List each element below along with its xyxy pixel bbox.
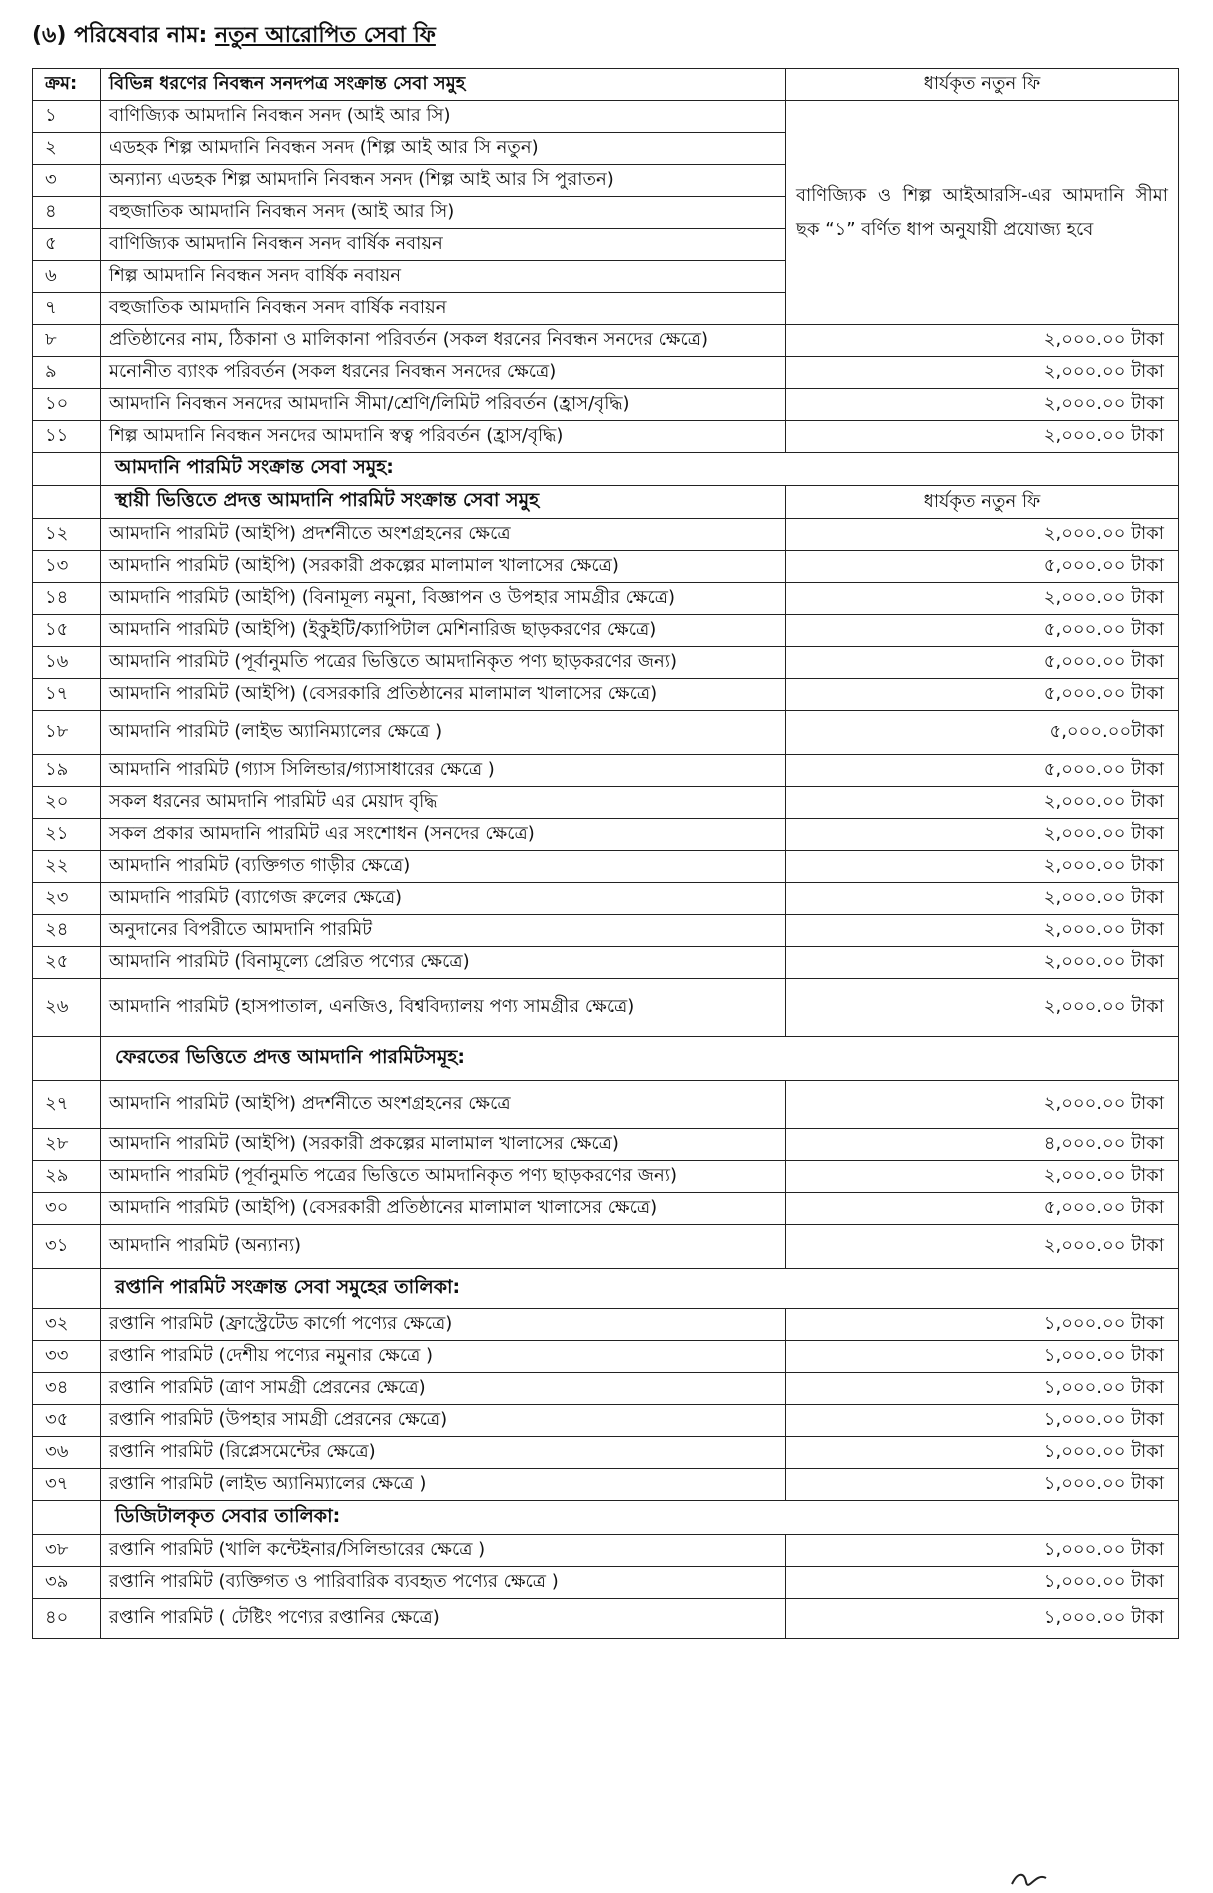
row-service: আমদানি নিবন্ধন সনদের আমদানি সীমা/শ্রেণি/লিমিট পরিবর্তন (হ্রাস/বৃদ্ধি)	[101, 389, 786, 421]
row-serial: ২৩	[33, 883, 101, 915]
table-row	[33, 851, 1179, 883]
row-serial: ২২	[33, 851, 101, 883]
row-service: রপ্তানি পারমিট (ব্যক্তিগত ও পারিবারিক ব্যবহৃত পণ্যের ক্ষেত্রে )	[101, 1567, 786, 1599]
row-serial: ১৭	[33, 679, 101, 711]
subsection-permanent: স্থায়ী ভিত্তিতে প্রদত্ত আমদানি পারমিট সংক্রান্ত সেবা সমুহ	[101, 486, 786, 519]
row-service: রপ্তানি পারমিট (ফ্রাস্ট্রেটেড কার্গো পণ্যের ক্ষেত্রে)	[101, 1309, 786, 1341]
row-fee: ১,০০০.০০ টাকা	[786, 1535, 1179, 1567]
table-row	[33, 389, 1179, 421]
table-row	[33, 583, 1179, 615]
row-service: আমদানি পারমিট (লাইভ অ্যানিম্যালের ক্ষেত্রে )	[101, 711, 786, 755]
row-fee: ২,০০০.০০ টাকা	[786, 357, 1179, 389]
table-row	[33, 357, 1179, 389]
table-header-row	[33, 69, 1179, 101]
row-fee: ৫,০০০.০০ টাকা	[786, 647, 1179, 679]
row-service: অনুদানের বিপরীতে আমদানি পারমিট	[101, 915, 786, 947]
row-service: আমদানি পারমিট (গ্যাস সিলিন্ডার/গ্যাসাধারের ক্ষেত্রে )	[101, 755, 786, 787]
table-row	[33, 711, 1179, 755]
row-serial: ৬	[33, 261, 101, 293]
row-service: সকল প্রকার আমদানি পারমিট এর সংশোধন (সনদের ক্ষেত্রে)	[101, 819, 786, 851]
section-import-permit: আমদানি পারমিট সংক্রান্ত সেবা সমুহ:	[101, 453, 1179, 486]
row-fee: ২,০০০.০০ টাকা	[786, 1161, 1179, 1193]
row-serial: ১৮	[33, 711, 101, 755]
section-return: ফেরতের ভিত্তিতে প্রদত্ত আমদানি পারমিটসমূহ:	[101, 1037, 1179, 1081]
table-row	[33, 101, 1179, 133]
table-row	[33, 787, 1179, 819]
section-serial-cell	[33, 1269, 101, 1309]
section-export: রপ্তানি পারমিট সংক্রান্ত সেবা সমুহের তালিকা:	[101, 1269, 1179, 1309]
table-row	[33, 421, 1179, 453]
row-service: আমদানি পারমিট (আইপি) (ইকুইটি/ক্যাপিটাল মেশিনারিজ ছাড়করণের ক্ষেত্রে)	[101, 615, 786, 647]
section-serial-cell	[33, 486, 101, 519]
row-service: আমদানি পারমিট (বিনামূল্যে প্রেরিত পণ্যের ক্ষেত্রে)	[101, 947, 786, 979]
row-service: আমদানি পারমিট (আইপি) প্রদর্শনীতে অংশগ্রহনের ক্ষেত্রে	[101, 1081, 786, 1129]
row-service: আমদানি পারমিট (ব্যাগেজ রুলের ক্ষেত্রে)	[101, 883, 786, 915]
page-heading	[32, 18, 436, 55]
row-fee: ২,০০০.০০ টাকা	[786, 519, 1179, 551]
row-fee: ৪,০০০.০০ টাকা	[786, 1129, 1179, 1161]
row-fee: ৫,০০০.০০ টাকা	[786, 615, 1179, 647]
row-serial: ১	[33, 101, 101, 133]
row-service: আমদানি পারমিট (আইপি) (বিনামূল্য নমুনা, বিজ্ঞাপন ও উপহার সামগ্রীর ক্ষেত্রে)	[101, 583, 786, 615]
row-service: রপ্তানি পারমিট ( টেষ্টিং পণ্যের রপ্তানির ক্ষেত্রে)	[101, 1599, 786, 1639]
row-service: আমদানি পারমিট (আইপি) (বেসরকারী প্রতিষ্ঠানের মালামাল খালাসের ক্ষেত্রে)	[101, 1193, 786, 1225]
row-serial: ৯	[33, 357, 101, 389]
row-serial: ৩২	[33, 1309, 101, 1341]
signature-mark	[1010, 1868, 1050, 1888]
fee-table	[32, 68, 1179, 1639]
row-fee: ১,০০০.০০ টাকা	[786, 1309, 1179, 1341]
row-fee: ২,০০০.০০ টাকা	[786, 883, 1179, 915]
row-service: বহুজাতিক আমদানি নিবন্ধন সনদ বার্ষিক নবায়ন	[101, 293, 786, 325]
row-service: সকল ধরনের আমদানি পারমিট এর মেয়াদ বৃদ্ধি	[101, 787, 786, 819]
row-serial: ২৮	[33, 1129, 101, 1161]
table-row	[33, 1535, 1179, 1567]
row-fee: ২,০০০.০০ টাকা	[786, 979, 1179, 1037]
table-row	[33, 551, 1179, 583]
row-service: আমদানি পারমিট (পূর্বানুমতি পত্রের ভিত্তিতে আমদানিকৃত পণ্য ছাড়করণের জন্য)	[101, 647, 786, 679]
row-fee: ২,০০০.০০ টাকা	[786, 947, 1179, 979]
row-serial: ৪০	[33, 1599, 101, 1639]
row-service: রপ্তানি পারমিট (লাইভ অ্যানিম্যালের ক্ষেত্রে )	[101, 1469, 786, 1501]
row-serial: ২৯	[33, 1161, 101, 1193]
row-fee: ১,০০০.০০ টাকা	[786, 1405, 1179, 1437]
table-row	[33, 915, 1179, 947]
row-fee: ৫,০০০.০০টাকা	[786, 711, 1179, 755]
row-service: বহুজাতিক আমদানি নিবন্ধন সনদ (আই আর সি)	[101, 197, 786, 229]
row-serial: ৪	[33, 197, 101, 229]
row-serial: ৭	[33, 293, 101, 325]
row-serial: ১২	[33, 519, 101, 551]
row-service: শিল্প আমদানি নিবন্ধন সনদ বার্ষিক নবায়ন	[101, 261, 786, 293]
table-row	[33, 1225, 1179, 1269]
row-serial: ৩৮	[33, 1535, 101, 1567]
row-service: এডহক শিল্প আমদানি নিবন্ধন সনদ (শিল্প আই আর সি নতুন)	[101, 133, 786, 165]
row-serial: ৩৯	[33, 1567, 101, 1599]
row-fee: ২,০০০.০০ টাকা	[786, 325, 1179, 357]
table-row	[33, 1161, 1179, 1193]
row-serial: ২১	[33, 819, 101, 851]
section-row	[33, 1037, 1179, 1081]
row-serial: ৮	[33, 325, 101, 357]
heading-prefix: (৬) পরিষেবার নাম:	[32, 23, 208, 48]
header-service: বিভিন্ন ধরণের নিবন্ধন সনদপত্র সংক্রান্ত সেবা সমুহ	[101, 69, 786, 101]
table-row	[33, 755, 1179, 787]
table-row	[33, 979, 1179, 1037]
section-serial-cell	[33, 1037, 101, 1081]
row-service: আমদানি পারমিট (পূর্বানুমতি পত্রের ভিত্তিতে আমদানিকৃত পণ্য ছাড়করণের জন্য)	[101, 1161, 786, 1193]
row-fee: ২,০০০.০০ টাকা	[786, 819, 1179, 851]
table-row	[33, 679, 1179, 711]
row-fee: ১,০০০.০০ টাকা	[786, 1469, 1179, 1501]
row-fee: ২,০০০.০০ টাকা	[786, 851, 1179, 883]
row-fee: ১,০০০.০০ টাকা	[786, 1437, 1179, 1469]
row-serial: ২	[33, 133, 101, 165]
section-serial-cell	[33, 453, 101, 486]
table-row	[33, 519, 1179, 551]
row-service: রপ্তানি পারমিট (খালি কন্টেইনার/সিলিন্ডারের ক্ষেত্রে )	[101, 1535, 786, 1567]
row-fee: ২,০০০.০০ টাকা	[786, 421, 1179, 453]
header-fee: ধার্যকৃত নতুন ফি	[786, 69, 1179, 101]
row-service: আমদানি পারমিট (আইপি) (সরকারী প্রকল্পের মালামাল খালাসের ক্ষেত্রে)	[101, 1129, 786, 1161]
row-fee: ৫,০০০.০০ টাকা	[786, 1193, 1179, 1225]
row-serial: ৩১	[33, 1225, 101, 1269]
row-serial: ১৫	[33, 615, 101, 647]
row-serial: ২৪	[33, 915, 101, 947]
header-serial: ক্রম:	[33, 69, 101, 101]
table-row	[33, 647, 1179, 679]
table-row	[33, 1469, 1179, 1501]
row-service: আমদানি পারমিট (আইপি) প্রদর্শনীতে অংশগ্রহনের ক্ষেত্রে	[101, 519, 786, 551]
row-service: আমদানি পারমিট (আইপি) (সরকারী প্রকল্পের মালামাল খালাসের ক্ষেত্রে)	[101, 551, 786, 583]
section-digital: ডিজিটালকৃত সেবার তালিকা:	[101, 1501, 1179, 1535]
row-fee: ৫,০০০.০০ টাকা	[786, 679, 1179, 711]
row-fee: ২,০০০.০০ টাকা	[786, 787, 1179, 819]
row-service: বাণিজ্যিক আমদানি নিবন্ধন সনদ (আই আর সি)	[101, 101, 786, 133]
row-service: মনোনীত ব্যাংক পরিবর্তন (সকল ধরনের নিবন্ধন সনদের ক্ষেত্রে)	[101, 357, 786, 389]
row-serial: ৩৬	[33, 1437, 101, 1469]
table-row	[33, 1437, 1179, 1469]
row-serial: ৫	[33, 229, 101, 261]
merged-fee-note: বাণিজ্যিক ও শিল্প আইআরসি-এর আমদানি সীমা ছক “১” বর্ণিত ধাপ অনুযায়ী প্রযোজ্য হবে	[786, 101, 1179, 325]
row-serial: ১৬	[33, 647, 101, 679]
row-fee: ৫,০০০.০০ টাকা	[786, 755, 1179, 787]
table-row	[33, 1373, 1179, 1405]
row-service: আমদানি পারমিট (আইপি) (বেসরকারি প্রতিষ্ঠানের মালামাল খালাসের ক্ষেত্রে)	[101, 679, 786, 711]
row-serial: ২৭	[33, 1081, 101, 1129]
table-row	[33, 1309, 1179, 1341]
row-serial: ১০	[33, 389, 101, 421]
row-service: অন্যান্য এডহক শিল্প আমদানি নিবন্ধন সনদ (শিল্প আই আর সি পুরাতন)	[101, 165, 786, 197]
row-fee: ১,০০০.০০ টাকা	[786, 1599, 1179, 1639]
table-row	[33, 1341, 1179, 1373]
row-fee: ১,০০০.০০ টাকা	[786, 1567, 1179, 1599]
row-service: রপ্তানি পারমিট (উপহার সামগ্রী প্রেরনের ক্ষেত্রে)	[101, 1405, 786, 1437]
row-fee: ৫,০০০.০০ টাকা	[786, 551, 1179, 583]
row-service: বাণিজ্যিক আমদানি নিবন্ধন সনদ বার্ষিক নবায়ন	[101, 229, 786, 261]
row-fee: ২,০০০.০০ টাকা	[786, 1081, 1179, 1129]
row-serial: ২৬	[33, 979, 101, 1037]
table-row	[33, 325, 1179, 357]
subsection-fee-header: ধার্যকৃত নতুন ফি	[786, 486, 1179, 519]
row-serial: ১৩	[33, 551, 101, 583]
row-fee: ১,০০০.০০ টাকা	[786, 1341, 1179, 1373]
row-serial: ৩০	[33, 1193, 101, 1225]
row-service: আমদানি পারমিট (অন্যান্য)	[101, 1225, 786, 1269]
subsection-row	[33, 486, 1179, 519]
row-fee: ১,০০০.০০ টাকা	[786, 1373, 1179, 1405]
row-serial: ১৯	[33, 755, 101, 787]
row-fee: ২,০০০.০০ টাকা	[786, 583, 1179, 615]
row-fee: ২,০০০.০০ টাকা	[786, 389, 1179, 421]
table-row	[33, 1567, 1179, 1599]
section-row	[33, 453, 1179, 486]
table-row	[33, 1599, 1179, 1639]
row-service: শিল্প আমদানি নিবন্ধন সনদের আমদানি স্বত্ব পরিবর্তন (হ্রাস/বৃদ্ধি)	[101, 421, 786, 453]
table-row	[33, 947, 1179, 979]
row-serial: ১৪	[33, 583, 101, 615]
row-serial: ৩	[33, 165, 101, 197]
row-service: রপ্তানি পারমিট (দেশীয় পণ্যের নমুনার ক্ষেত্রে )	[101, 1341, 786, 1373]
row-service: প্রতিষ্ঠানের নাম, ঠিকানা ও মালিকানা পরিবর্তন (সকল ধরনের নিবন্ধন সনদের ক্ষেত্রে)	[101, 325, 786, 357]
row-serial: ১১	[33, 421, 101, 453]
row-serial: ৩৭	[33, 1469, 101, 1501]
row-service: রপ্তানি পারমিট (ত্রাণ সামগ্রী প্রেরনের ক্ষেত্রে)	[101, 1373, 786, 1405]
table-row	[33, 819, 1179, 851]
row-serial: ৩৪	[33, 1373, 101, 1405]
row-serial: ২০	[33, 787, 101, 819]
row-serial: ৩৩	[33, 1341, 101, 1373]
row-service: রপ্তানি পারমিট (রিপ্লেসমেন্টের ক্ষেত্রে)	[101, 1437, 786, 1469]
row-serial: ৩৫	[33, 1405, 101, 1437]
row-service: আমদানি পারমিট (হাসপাতাল, এনজিও, বিশ্ববিদ্যালয় পণ্য সামগ্রীর ক্ষেত্রে)	[101, 979, 786, 1037]
section-serial-cell	[33, 1501, 101, 1535]
section-row	[33, 1269, 1179, 1309]
section-row	[33, 1501, 1179, 1535]
row-fee: ২,০০০.০০ টাকা	[786, 915, 1179, 947]
table-row	[33, 1193, 1179, 1225]
row-fee: ২,০০০.০০ টাকা	[786, 1225, 1179, 1269]
table-row	[33, 615, 1179, 647]
heading-title: নতুন আরোপিত সেবা ফি	[214, 23, 436, 48]
table-row	[33, 1081, 1179, 1129]
row-service: আমদানি পারমিট (ব্যক্তিগত গাড়ীর ক্ষেত্রে)	[101, 851, 786, 883]
table-row	[33, 1129, 1179, 1161]
row-serial: ২৫	[33, 947, 101, 979]
table-row	[33, 883, 1179, 915]
table-row	[33, 1405, 1179, 1437]
